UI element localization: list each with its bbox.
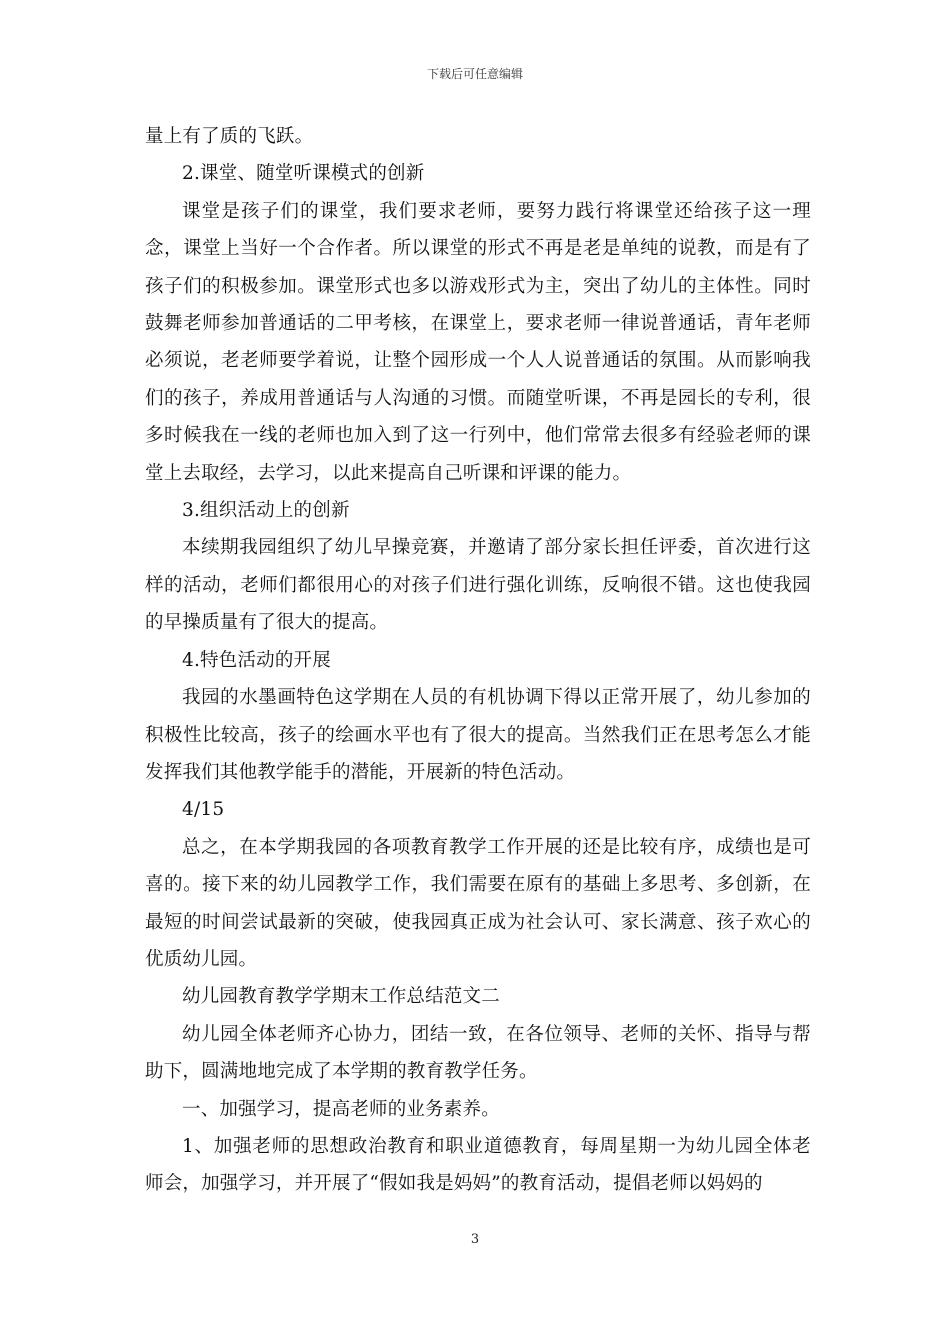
document-body [145, 118, 811, 1203]
paragraph: 2.课堂、随堂听课模式的创新 [182, 163, 425, 185]
paragraph: 4.特色活动的开展 [182, 649, 331, 671]
paragraph: 1、加强老师的思想政治教育和职业道德教育，每周星期一为幼儿园全体老师会，加强学习，并开展了“假如我是妈妈”的教育活动，提倡老师以妈妈的 [145, 1135, 811, 1195]
paragraph: 幼儿园教育教学学期末工作总结范文二 [182, 986, 500, 1008]
paragraph: 3.组织活动上的创新 [182, 500, 350, 522]
page-header: 下载后可任意编辑 [426, 67, 523, 81]
paragraph: 本续期我园组织了幼儿早操竞赛，并邀请了部分家长担任评委，首次进行这样的活动，老师们都很用心的对孩子们进行强化训练，反响很不错。这也使我园的早操质量有了很大的提高。 [145, 537, 811, 634]
paragraph: 总之，在本学期我园的各项教育教学工作开展的还是比较有序，成绩也是可喜的。接下来的幼儿园教学工作，我们需要在原有的基础上多思考、多创新，在最短的时间尝试最新的突破，使我园真正成为社会认可、家长满意、孩子欢心的优质幼儿园。 [145, 836, 811, 970]
paragraph: 课堂是孩子们的课堂，我们要求老师，要努力践行将课堂还给孩子这一理念，课堂上当好一个合作者。所以课堂的形式不再是老是单纯的说教，而是有了孩子们的积极参加。课堂形式也多以游戏形式为主，突出了幼儿的主体性。同时鼓舞老师参加普通话的二甲考核，在课堂上，要求老师一律说普通话，青年老师必须说，老老师要学着说，让整个园形成一个人人说普通话的氛围。从而影响我们的孩子，养成用普通话与人沟通的习惯。而随堂听课，不再是园长的专利，很多时候我在一线的老师也加入到了这一行列中，他们常常去很多有经验老师的课堂上去取经，去学习，以此来提高自己听课和评课的能力。 [145, 200, 811, 484]
paragraph: 量上有了质的飞跃。 [145, 126, 314, 147]
paragraph: 4/15 [182, 799, 225, 821]
page-number: 3 [470, 1232, 480, 1247]
paragraph: 幼儿园全体老师齐心协力，团结一致，在各位领导、老师的关怀、指导与帮助下，圆满地地完成了本学期的教育教学任务。 [145, 1023, 811, 1083]
paragraph: 一、加强学习，提高老师的业务素养。 [182, 1098, 500, 1120]
paragraph: 我园的水墨画特色这学期在人员的有机协调下得以正常开展了，幼儿参加的积极性比较高，孩子的绘画水平也有了很大的提高。当然我们正在思考怎么才能发挥我们其他教学能手的潜能，开展新的特色活动。 [145, 687, 811, 783]
